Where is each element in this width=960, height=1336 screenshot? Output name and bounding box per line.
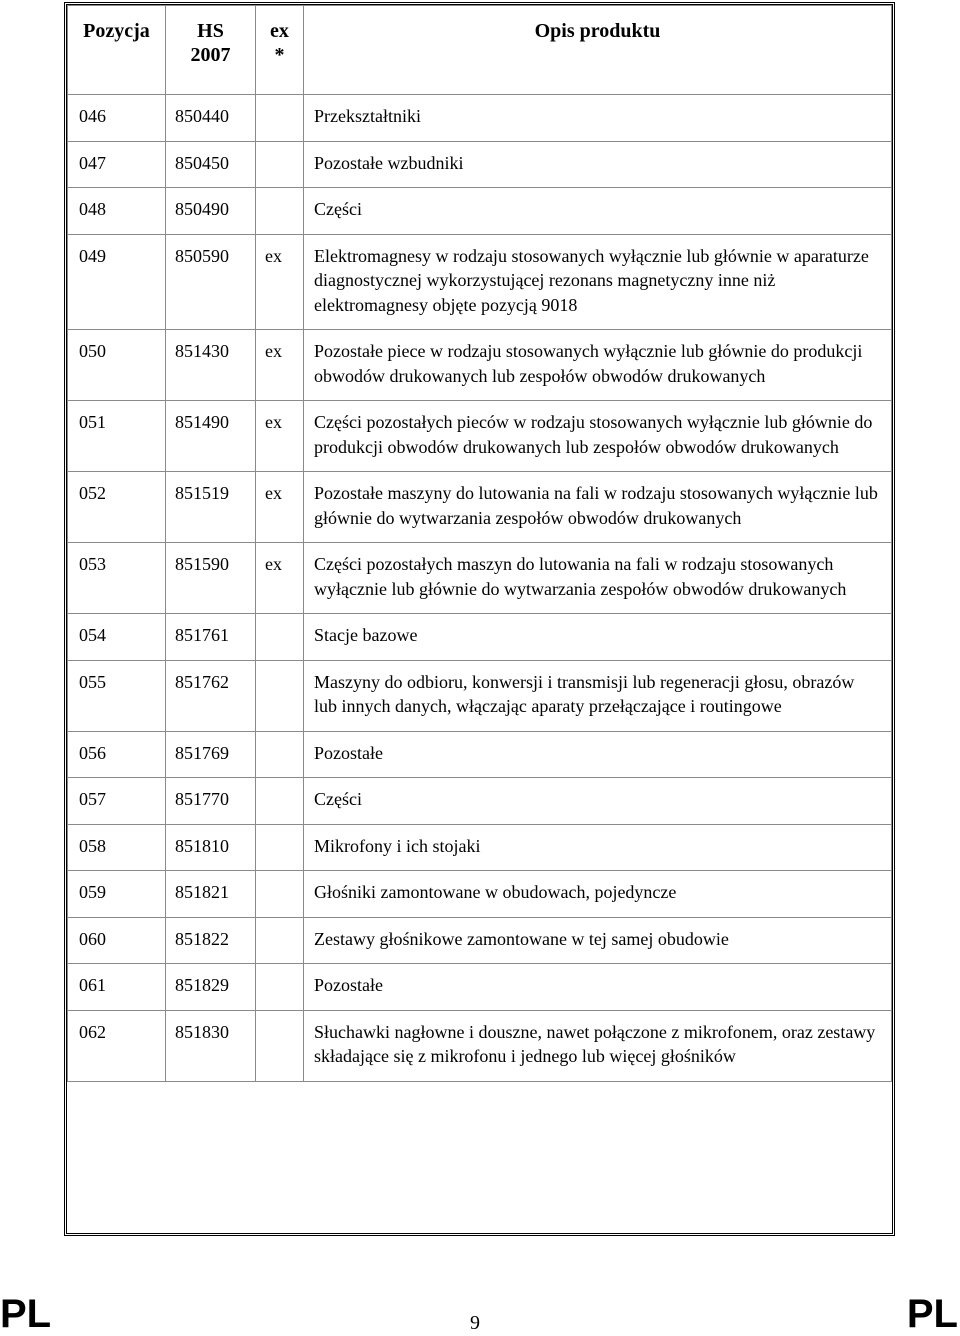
cell-hs-code: 850450: [166, 141, 256, 188]
cell-ex-flag: [256, 188, 304, 235]
product-table-grid: [67, 5, 892, 1082]
cell-position-number: 047: [68, 141, 166, 188]
cell-hs-code: 851810: [166, 824, 256, 871]
cell-ex-flag: [256, 95, 304, 142]
cell-description: Pozostałe: [304, 731, 892, 778]
cell-ex-flag: [256, 917, 304, 964]
cell-hs-code: 851829: [166, 964, 256, 1011]
cell-hs-code: 850490: [166, 188, 256, 235]
table-row: [68, 472, 892, 543]
cell-ex-flag: ex: [256, 472, 304, 543]
cell-ex-flag: ex: [256, 543, 304, 614]
cell-position-number: 046: [68, 95, 166, 142]
cell-ex-flag: [256, 1010, 304, 1081]
cell-description: Części pozostałych maszyn do lutowania na fali w rodzaju stosowanych wyłącznie lub głównie do wytwarzania zespołów obwodów drukowanych: [304, 543, 892, 614]
cell-position-number: 054: [68, 614, 166, 661]
cell-description: Maszyny do odbioru, konwersji i transmisji lub regeneracji głosu, obrazów lub innych danych, włączając aparaty przełączające i routingowe: [304, 660, 892, 731]
cell-hs-code: 851822: [166, 917, 256, 964]
cell-description: Stacje bazowe: [304, 614, 892, 661]
cell-ex-flag: [256, 614, 304, 661]
cell-position-number: 048: [68, 188, 166, 235]
cell-position-number: 056: [68, 731, 166, 778]
cell-position-number: 060: [68, 917, 166, 964]
cell-description: Części: [304, 778, 892, 825]
footer-language-left: PL: [0, 1292, 52, 1336]
cell-hs-code: 851761: [166, 614, 256, 661]
cell-ex-flag: [256, 731, 304, 778]
cell-description: Głośniki zamontowane w obudowach, pojedyncze: [304, 871, 892, 918]
footer-language-right: PL: [906, 1292, 958, 1336]
cell-position-number: 058: [68, 824, 166, 871]
table-row: [68, 95, 892, 142]
table-row: [68, 614, 892, 661]
cell-description: Części pozostałych pieców w rodzaju stosowanych wyłącznie lub głównie do produkcji obwodów drukowanych lub zespołów obwodów drukowanych: [304, 401, 892, 472]
cell-ex-flag: [256, 871, 304, 918]
cell-ex-flag: ex: [256, 401, 304, 472]
cell-hs-code: 851770: [166, 778, 256, 825]
table-header-row: [68, 6, 892, 95]
cell-hs-code: 851762: [166, 660, 256, 731]
cell-hs-code: 851490: [166, 401, 256, 472]
cell-position-number: 061: [68, 964, 166, 1011]
table-row: [68, 778, 892, 825]
page-number: 9: [470, 1312, 480, 1334]
cell-position-number: 055: [68, 660, 166, 731]
cell-description: Pozostałe maszyny do lutowania na fali w rodzaju stosowanych wyłącznie lub głównie do wytwarzania zespołów obwodów drukowanych: [304, 472, 892, 543]
cell-description: Części: [304, 188, 892, 235]
cell-position-number: 052: [68, 472, 166, 543]
table-row: [68, 543, 892, 614]
cell-position-number: 062: [68, 1010, 166, 1081]
header-pozycja: Pozycja: [68, 6, 166, 95]
cell-description: Przekształtniki: [304, 95, 892, 142]
cell-position-number: 059: [68, 871, 166, 918]
cell-position-number: 057: [68, 778, 166, 825]
table-row: [68, 964, 892, 1011]
table-row: [68, 660, 892, 731]
header-ex: ex *: [256, 6, 304, 95]
table-row: [68, 1010, 892, 1081]
cell-hs-code: 851821: [166, 871, 256, 918]
cell-ex-flag: [256, 778, 304, 825]
cell-ex-flag: [256, 964, 304, 1011]
cell-hs-code: 851519: [166, 472, 256, 543]
cell-hs-code: 850440: [166, 95, 256, 142]
cell-description: Elektromagnesy w rodzaju stosowanych wyłącznie lub głównie w aparaturze diagnostycznej wykorzystującej rezonans magnetyczny inne niż elektromagnesy objęte pozycją 9018: [304, 234, 892, 330]
cell-description: Mikrofony i ich stojaki: [304, 824, 892, 871]
table-row: [68, 824, 892, 871]
cell-ex-flag: [256, 660, 304, 731]
cell-description: Pozostałe: [304, 964, 892, 1011]
header-opis-produktu: Opis produktu: [304, 6, 892, 95]
cell-position-number: 050: [68, 330, 166, 401]
table-row: [68, 401, 892, 472]
table-row: [68, 188, 892, 235]
header-hs-2007: HS 2007: [166, 6, 256, 95]
table-row: [68, 234, 892, 330]
table-row: [68, 917, 892, 964]
cell-hs-code: 851430: [166, 330, 256, 401]
cell-hs-code: 851769: [166, 731, 256, 778]
table-row: [68, 330, 892, 401]
cell-description: Słuchawki nagłowne i douszne, nawet połączone z mikrofonem, oraz zestawy składające się z mikrofonu i jednego lub więcej głośników: [304, 1010, 892, 1081]
product-table: [64, 2, 895, 1236]
cell-ex-flag: ex: [256, 330, 304, 401]
cell-hs-code: 850590: [166, 234, 256, 330]
cell-hs-code: 851830: [166, 1010, 256, 1081]
table-row: [68, 141, 892, 188]
cell-position-number: 049: [68, 234, 166, 330]
cell-description: Pozostałe piece w rodzaju stosowanych wyłącznie lub głównie do produkcji obwodów drukowanych lub zespołów obwodów drukowanych: [304, 330, 892, 401]
table-row: [68, 731, 892, 778]
cell-description: Zestawy głośnikowe zamontowane w tej samej obudowie: [304, 917, 892, 964]
cell-ex-flag: [256, 141, 304, 188]
cell-description: Pozostałe wzbudniki: [304, 141, 892, 188]
cell-position-number: 051: [68, 401, 166, 472]
cell-ex-flag: [256, 824, 304, 871]
table-row: [68, 871, 892, 918]
cell-hs-code: 851590: [166, 543, 256, 614]
cell-ex-flag: ex: [256, 234, 304, 330]
cell-position-number: 053: [68, 543, 166, 614]
